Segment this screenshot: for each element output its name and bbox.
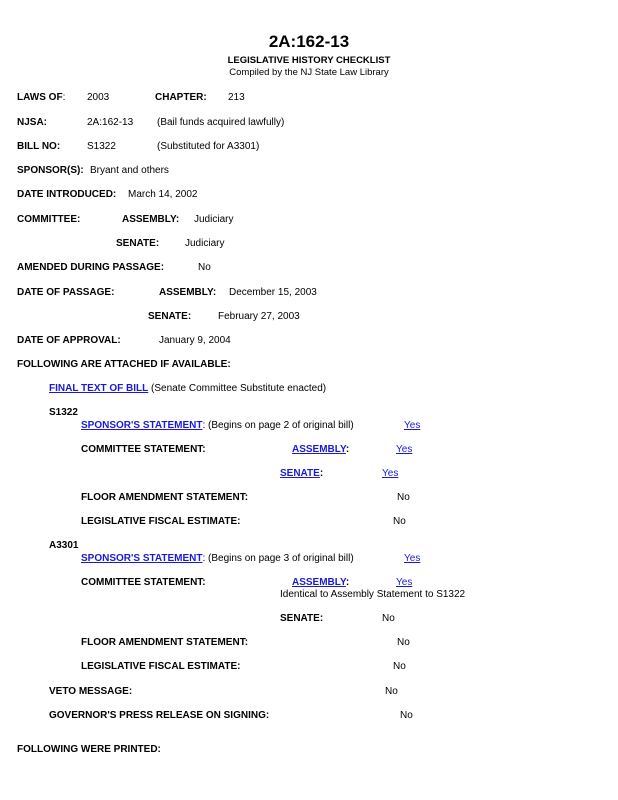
laws-of-colon: : [62,92,66,103]
s1322-assembly-yes-link[interactable]: Yes [396,444,413,455]
date-of-approval-value: January 9, 2004 [159,335,231,346]
final-text-link[interactable]: FINAL TEXT OF BILL [49,383,149,394]
page-title: 2A:162-13 [268,32,350,51]
s1322-senate-yes-link[interactable]: Yes [382,468,399,479]
printed-heading: FOLLOWING WERE PRINTED: [17,744,161,755]
governor-release-value: No [400,710,413,721]
laws-of-row [17,93,65,103]
final-text-note: (Senate Committee Substitute enacted) [151,383,327,394]
s1322-fiscal-value: No [393,516,406,527]
s1322-sponsor-link[interactable]: SPONSOR'S STATEMENT [81,420,203,431]
laws-of-label: LAWS OF [17,92,63,103]
a3301-assembly-row [292,578,349,588]
chapter-label: CHAPTER: [155,92,207,103]
a3301-sponsor-row [81,554,354,564]
a3301-identical-note: Identical to Assembly Statement to S1322 [280,589,466,600]
governor-release-label: GOVERNOR'S PRESS RELEASE ON SIGNING: [49,710,270,721]
s1322-senate-link[interactable]: SENATE [280,468,320,479]
a3301-label: A3301 [49,540,79,551]
final-text-row [49,384,326,394]
date-of-approval-label: DATE OF APPROVAL: [17,335,121,346]
committee-senate-value: Judiciary [185,238,225,249]
s1322-label: S1322 [49,407,78,418]
a3301-floor-label: FLOOR AMENDMENT STATEMENT: [81,637,249,648]
committee-senate-label: SENATE: [116,238,160,249]
compiled-by: Compiled by the NJ State Law Library [229,67,389,78]
date-of-passage-label: DATE OF PASSAGE: [17,287,115,298]
committee-label: COMMITTEE: [17,214,81,225]
amended-label: AMENDED DURING PASSAGE: [17,262,165,273]
passage-senate-label: SENATE: [148,311,192,322]
s1322-senate-row [280,469,323,479]
veto-label: VETO MESSAGE: [49,686,133,697]
njsa-value: 2A:162-13 [87,117,134,128]
s1322-sponsor-yes-link[interactable]: Yes [404,420,421,431]
a3301-sponsor-yes-link[interactable]: Yes [404,553,421,564]
bill-no-note: (Substituted for A3301) [157,141,260,152]
amended-value: No [198,262,211,273]
s1322-sponsor-note: : (Begins on page 2 of original bill) [202,420,354,431]
passage-senate-value: February 27, 2003 [218,311,300,322]
bill-no-label: BILL NO: [17,141,61,152]
date-introduced-value: March 14, 2002 [128,189,198,200]
s1322-sponsor-row [81,421,354,431]
s1322-floor-value: No [397,492,410,503]
a3301-assembly-yes-link[interactable]: Yes [396,577,413,588]
bill-no-value: S1322 [87,141,116,152]
a3301-assembly-link[interactable]: ASSEMBLY [292,577,346,588]
s1322-senate-colon: : [319,468,324,479]
njsa-note: (Bail funds acquired lawfully) [157,117,285,128]
chapter-value: 213 [228,92,245,103]
a3301-fiscal-label: LEGISLATIVE FISCAL ESTIMATE: [81,661,241,672]
s1322-assembly-link[interactable]: ASSEMBLY [292,444,346,455]
veto-value: No [385,686,398,697]
a3301-sponsor-link[interactable]: SPONSOR'S STATEMENT [81,553,203,564]
s1322-assembly-row [292,445,349,455]
a3301-senate-label: SENATE: [280,613,324,624]
a3301-senate-value: No [382,613,395,624]
committee-assembly-value: Judiciary [194,214,234,225]
passage-assembly-label: ASSEMBLY: [159,287,217,298]
njsa-label: NJSA: [17,117,48,128]
s1322-assembly-colon: : [345,444,350,455]
passage-assembly-value: December 15, 2003 [229,287,317,298]
s1322-committee-label: COMMITTEE STATEMENT: [81,444,206,455]
laws-of-value: 2003 [87,92,110,103]
s1322-fiscal-label: LEGISLATIVE FISCAL ESTIMATE: [81,516,241,527]
attached-heading: FOLLOWING ARE ATTACHED IF AVAILABLE: [17,359,231,370]
committee-assembly-label: ASSEMBLY: [122,214,180,225]
a3301-sponsor-note: : (Begins on page 3 of original bill) [202,553,354,564]
date-introduced-label: DATE INTRODUCED: [17,189,117,200]
sponsors-value: Bryant and others [90,165,169,176]
s1322-floor-label: FLOOR AMENDMENT STATEMENT: [81,492,249,503]
checklist-subtitle: LEGISLATIVE HISTORY CHECKLIST [227,55,391,66]
a3301-fiscal-value: No [393,661,406,672]
a3301-committee-label: COMMITTEE STATEMENT: [81,577,206,588]
sponsors-label: SPONSOR(S): [17,165,84,176]
a3301-floor-value: No [397,637,410,648]
a3301-assembly-colon: : [345,577,350,588]
